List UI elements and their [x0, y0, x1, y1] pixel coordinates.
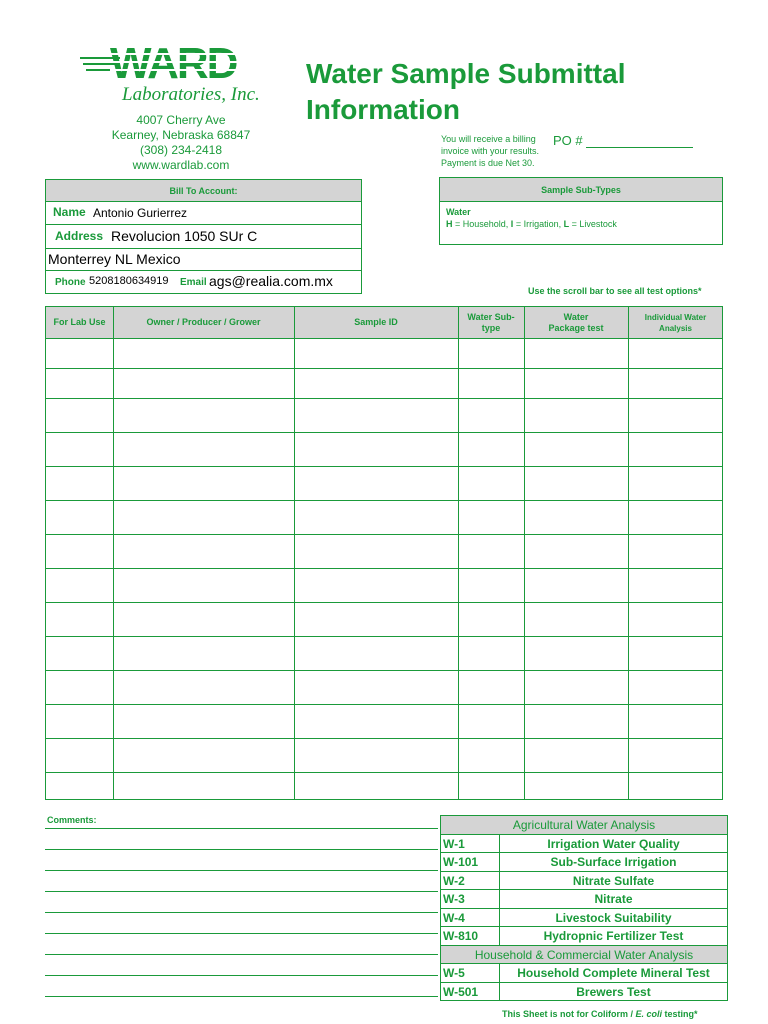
header-package-test: Water Package test — [548, 311, 604, 333]
test-row[interactable] — [441, 835, 727, 854]
ward-logo-mark — [80, 38, 290, 108]
logo-subtitle: Laboratories, Inc. — [122, 84, 260, 105]
test-row[interactable] — [441, 890, 727, 909]
title-line-1: Water Sample Submittal — [306, 58, 626, 89]
comments-label: Comments: — [47, 815, 97, 825]
header-for-lab-use: For Lab Use — [53, 317, 106, 327]
comment-line[interactable] — [45, 891, 438, 892]
sub-types-legend — [446, 218, 716, 230]
lab-city: Kearney, Nebraska 68847 — [111, 128, 251, 142]
table-row[interactable] — [46, 433, 722, 466]
h-key: H — [446, 219, 453, 229]
table-row[interactable] — [46, 569, 722, 602]
po-label: PO # — [553, 133, 583, 148]
test-options-table — [440, 815, 728, 1001]
test-row[interactable] — [441, 853, 727, 872]
table-row[interactable] — [46, 369, 722, 398]
table-row[interactable] — [46, 773, 722, 799]
test-row[interactable] — [441, 872, 727, 891]
table-row[interactable] — [46, 467, 722, 500]
l-text: = Livestock — [569, 219, 617, 229]
comment-line[interactable] — [45, 933, 438, 934]
test-row[interactable] — [441, 983, 727, 1002]
lab-street: 4007 Cherry Ave — [136, 113, 226, 127]
comment-line[interactable] — [45, 828, 438, 829]
phone-label: Phone — [55, 277, 86, 288]
sub-types-body — [440, 202, 722, 234]
lab-website: www.wardlab.com — [132, 158, 230, 172]
address2-row[interactable] — [46, 249, 361, 271]
table-row[interactable] — [46, 705, 722, 738]
test-name: Brewers Test — [499, 983, 727, 1001]
billing-note-2: invoice with your results. — [441, 146, 540, 156]
ward-logo — [80, 38, 290, 108]
test-code: W-3 — [443, 892, 465, 906]
test-code: W-2 — [443, 873, 465, 888]
name-row[interactable] — [46, 202, 361, 225]
table-row[interactable] — [46, 671, 722, 704]
comment-line[interactable] — [45, 870, 438, 871]
water-label: Water — [446, 207, 471, 217]
billing-note-1: You will receive a billing — [441, 134, 536, 144]
address-value: Revolucion 1050 SUr C — [111, 228, 258, 244]
billing-note-3: Payment is due Net 30. — [441, 158, 535, 168]
h-text: = Household, — [452, 219, 511, 229]
test-name: Hydropnic Fertilizer Test — [499, 927, 727, 945]
i-text: = Irrigation, — [513, 219, 564, 229]
bill-to-account — [45, 179, 362, 294]
table-row[interactable] — [46, 535, 722, 568]
bill-to-header: Bill To Account: — [46, 180, 361, 202]
page-title — [306, 56, 625, 128]
comment-line[interactable] — [45, 996, 438, 997]
l-key: L — [563, 219, 570, 229]
test-name: Irrigation Water Quality — [499, 835, 727, 853]
comment-line[interactable] — [45, 849, 438, 850]
table-row[interactable] — [46, 637, 722, 670]
po-number-field[interactable] — [586, 147, 693, 148]
test-code: W-101 — [443, 855, 479, 869]
footer-italic: E. coli — [635, 1009, 663, 1019]
test-name: Livestock Suitability — [499, 909, 727, 927]
section-household: Household & Commercial Water Analysis — [441, 946, 727, 965]
sample-sub-types — [439, 177, 723, 245]
test-row[interactable] — [441, 909, 727, 928]
header-owner: Owner / Producer / Grower — [146, 317, 261, 327]
name-label: Name — [53, 205, 86, 219]
table-row[interactable] — [46, 501, 722, 534]
footer-pre: This Sheet is not for Coliform / — [502, 1009, 636, 1019]
comment-line[interactable] — [45, 954, 438, 955]
test-row[interactable] — [441, 964, 727, 983]
lab-phone: (308) 234-2418 — [139, 143, 223, 157]
section-agricultural: Agricultural Water Analysis — [441, 816, 727, 835]
name-value: Antonio Gurierrez — [93, 206, 188, 220]
test-code: W-501 — [443, 984, 479, 999]
header-individual-analysis: Individual Water Analysis — [644, 312, 707, 333]
title-line-2: Information — [306, 94, 460, 125]
table-row[interactable] — [46, 339, 722, 368]
i-key: I — [510, 219, 514, 229]
address2-value: Monterrey NL Mexico — [48, 251, 181, 267]
contact-row[interactable] — [46, 271, 361, 293]
test-name: Nitrate — [499, 890, 727, 908]
billing-note — [441, 133, 539, 169]
test-name: Nitrate Sulfate — [499, 872, 727, 890]
table-row[interactable] — [46, 603, 722, 636]
test-name: Household Complete Mineral Test — [499, 964, 727, 982]
address-label: Address — [55, 229, 104, 243]
sample-table — [45, 306, 723, 800]
header-water-subtype: Water Sub-type — [467, 311, 515, 333]
comment-line[interactable] — [45, 975, 438, 976]
phone-value: 5208180634919 — [89, 275, 169, 287]
test-code: W-5 — [443, 966, 465, 980]
test-name: Sub-Surface Irrigation — [499, 853, 727, 871]
logo-brand: WARD — [110, 39, 237, 88]
address-row[interactable] — [46, 225, 361, 249]
scroll-note: Use the scroll bar to see all test options* — [528, 286, 702, 296]
comment-line[interactable] — [45, 912, 438, 913]
table-row[interactable] — [46, 399, 722, 432]
test-row[interactable] — [441, 927, 727, 946]
table-row[interactable] — [46, 739, 722, 772]
header-sample-id: Sample ID — [354, 317, 398, 327]
test-code: W-1 — [443, 836, 465, 851]
footer-post: testing* — [662, 1009, 698, 1019]
test-code: W-4 — [443, 910, 465, 925]
test-code: W-810 — [443, 929, 479, 943]
footer-note — [502, 1009, 698, 1019]
email-value: ags@realia.com.mx — [209, 273, 333, 289]
sub-types-header: Sample Sub-Types — [440, 178, 722, 202]
email-label: Email — [180, 277, 207, 288]
